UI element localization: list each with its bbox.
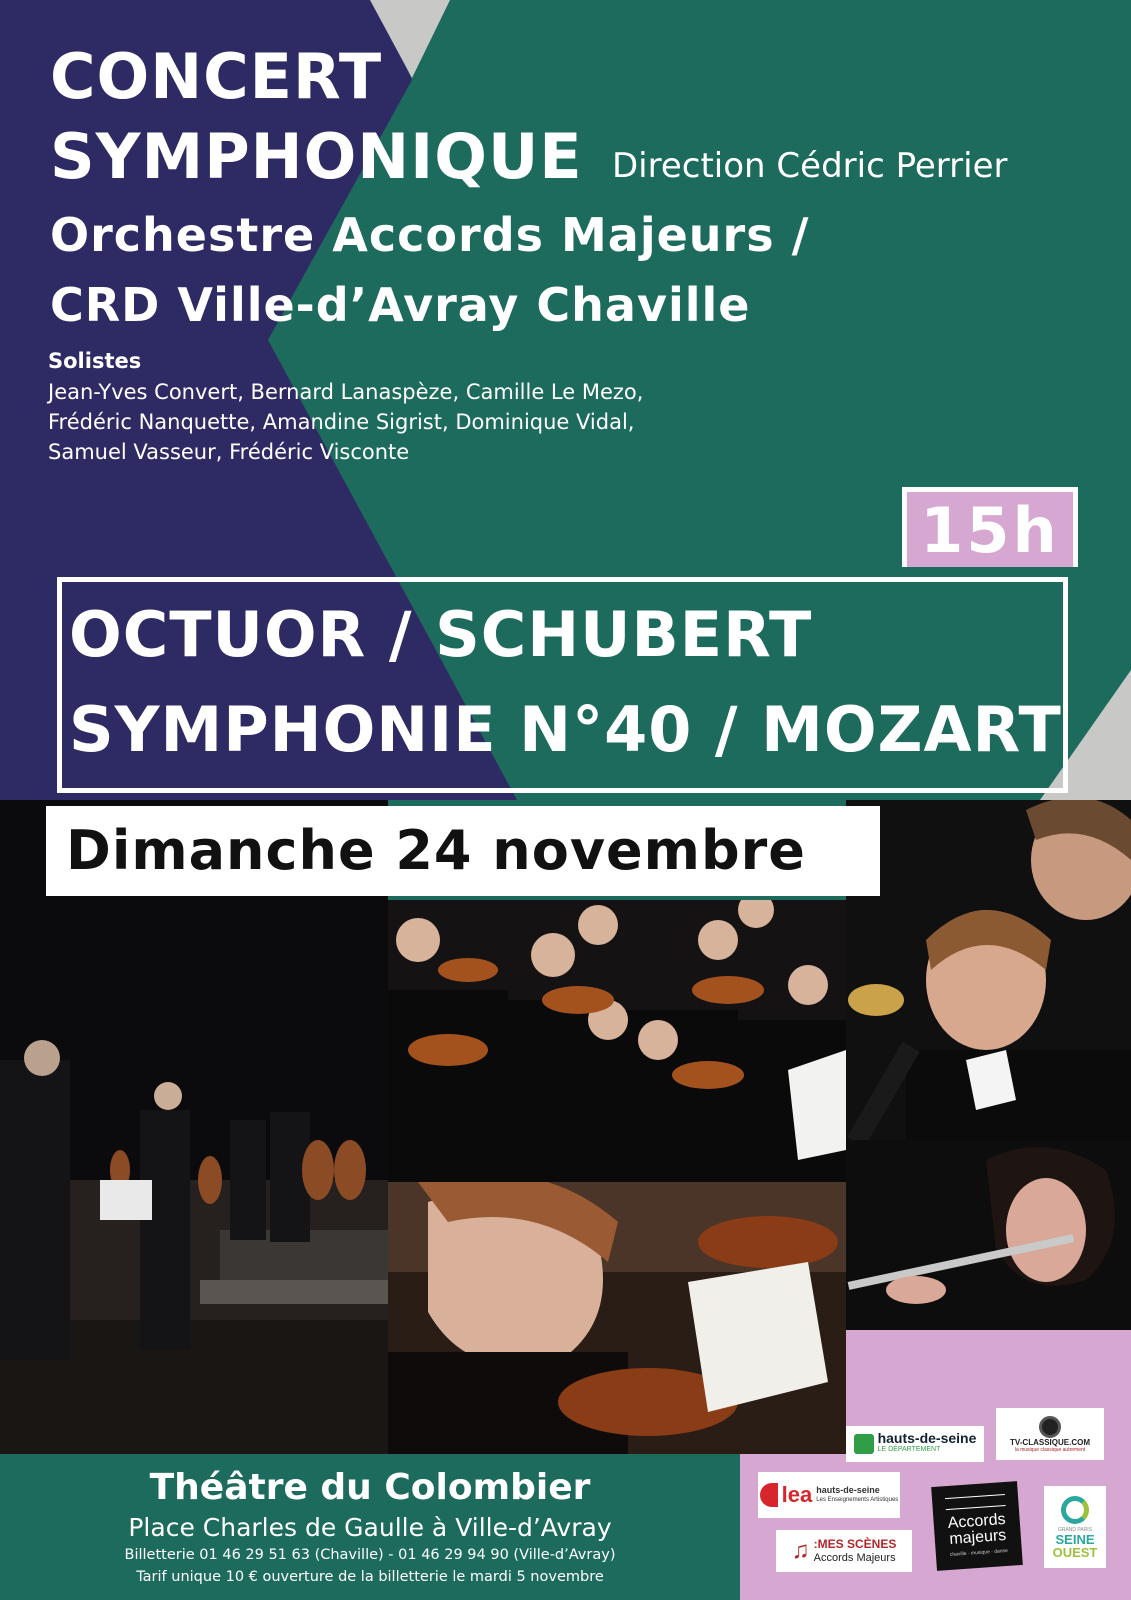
vinyl-icon [1039, 1416, 1061, 1438]
logo-seine-ouest [1044, 1486, 1106, 1568]
lea-side: hauts-de-seine [816, 1485, 880, 1495]
program-line-schubert: OCTUOR / SCHUBERT [69, 598, 813, 671]
accords-sub: chaville · musique · danse [949, 1547, 1009, 1558]
accords-label: Accords [947, 1511, 1007, 1533]
conductor: Direction Cédric Perrier [612, 146, 1008, 186]
tv-classique-label: TV-CLASSIQUE.COM [1009, 1437, 1090, 1447]
mes-scenes-sub: Accords Majeurs [813, 1552, 896, 1564]
treble-clef-icon: ♫ [791, 1537, 810, 1564]
gpso-seine: SEINE [1055, 1531, 1095, 1547]
program-line-mozart: SYMPHONIE N°40 / MOZART [69, 693, 1062, 766]
photo-violin-section [388, 900, 846, 1182]
photo-flutist [846, 1140, 1131, 1330]
hauts-de-seine-icon [854, 1434, 874, 1454]
logo-lea [758, 1472, 900, 1518]
gpso-top: GRAND PARIS [1057, 1526, 1093, 1533]
majeurs-label: majeurs [948, 1527, 1007, 1548]
gpso-ouest: OUEST [1052, 1544, 1098, 1560]
photo-clarinetist [846, 800, 1131, 1140]
venue-name: Théâtre du Colombier [149, 1467, 591, 1508]
concert-time: 15h [902, 487, 1078, 567]
photo-orchestra-stage [0, 800, 388, 1454]
photo-violinist-closeup [388, 1182, 846, 1454]
venue-address: Place Charles de Gaulle à Ville-d’Avray [128, 1513, 612, 1542]
lea-sub: Les Enseignements Artistiques [816, 1497, 899, 1503]
title-concert: CONCERT [50, 40, 383, 113]
conservatory-name: CRD Ville-d’Avray Chaville [50, 278, 751, 332]
soloists-line: Jean-Yves Convert, Bernard Lanaspèze, Camille Le Mezo, [48, 380, 644, 404]
hauts-de-seine-sub: LE DÉPARTEMENT [877, 1446, 941, 1453]
ticket-price: Tarif unique 10 € ouverture de la billetterie le mardi 5 novembre [136, 1569, 604, 1585]
soloists-heading: Solistes [48, 349, 142, 373]
lea-icon [760, 1483, 778, 1507]
seine-ouest-icon [1061, 1496, 1089, 1524]
soloists-list [48, 377, 808, 467]
logo-tv-classique [996, 1408, 1104, 1460]
soloists-line: Frédéric Nanquette, Amandine Sigrist, Dominique Vidal, [48, 410, 635, 434]
hauts-de-seine-label: hauts-de-seine [877, 1430, 977, 1446]
logo-mes-scenes [776, 1530, 912, 1572]
lea-label: lea [781, 1482, 813, 1507]
logo-accords-majeurs [931, 1481, 1023, 1571]
soloists-line: Samuel Vasseur, Frédéric Visconte [48, 440, 410, 464]
orchestra-name: Orchestre Accords Majeurs / [50, 208, 810, 262]
logo-hauts-de-seine [846, 1426, 984, 1462]
tv-classique-sub: la musique classique autrement [1014, 1446, 1086, 1453]
title-symphonique: SYMPHONIQUE [50, 120, 583, 193]
ticket-phones: Billetterie 01 46 29 51 63 (Chaville) - 01 46 29 94 90 (Ville-d’Avray) [124, 1547, 616, 1563]
mes-scenes-label: :MES SCÈNES [813, 1537, 897, 1551]
music-staff-icon [945, 1494, 1006, 1510]
concert-date: Dimanche 24 novembre [46, 806, 880, 896]
